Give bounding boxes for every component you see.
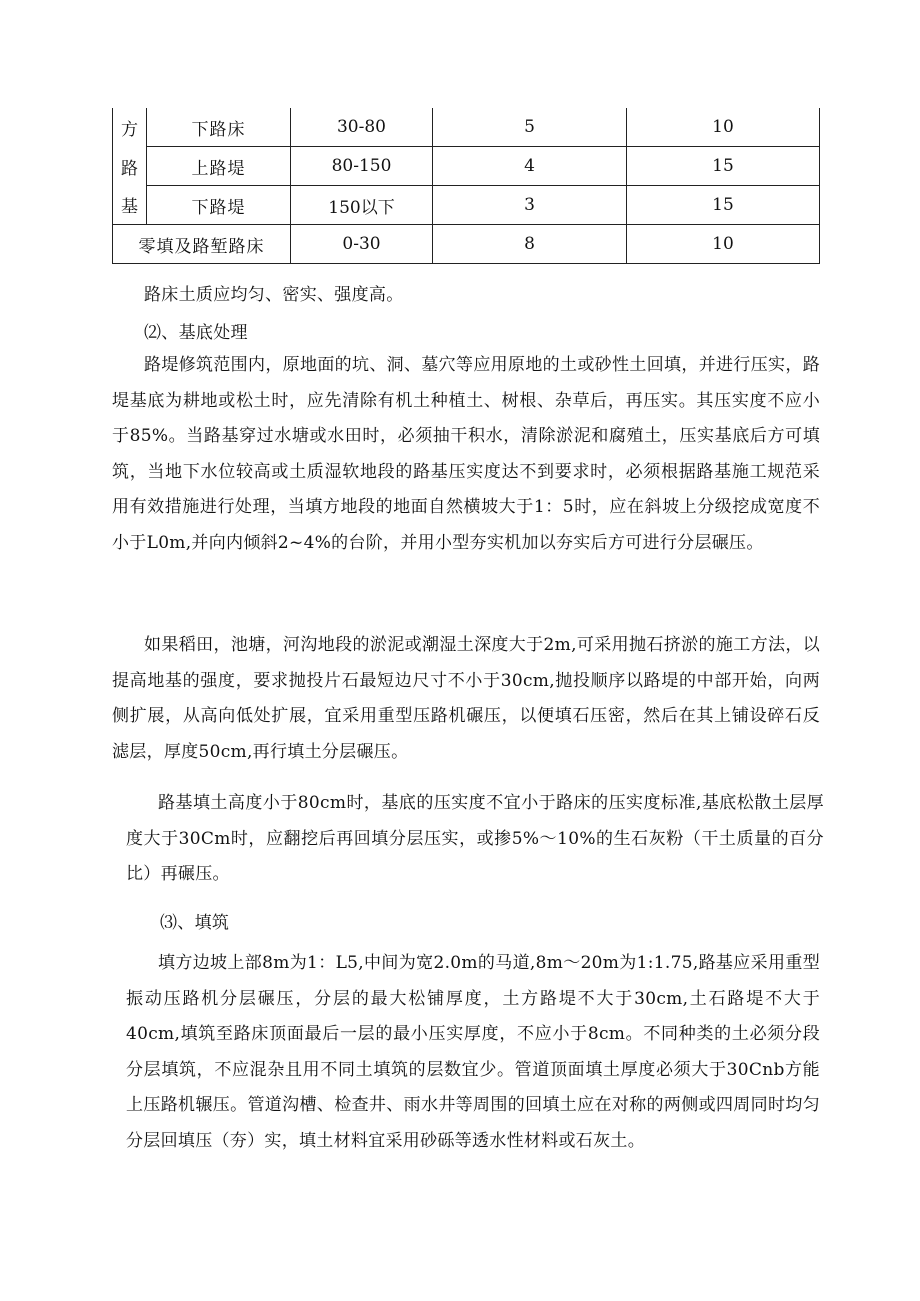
value-cell: 15	[627, 147, 820, 186]
group-cell: 路	[113, 147, 147, 186]
compaction-cell: 3	[433, 186, 627, 225]
text-line: 路床土质应均匀、密实、强度高。	[144, 285, 404, 305]
section-heading: ⑵、基底处理	[144, 323, 248, 343]
section-heading: ⑶、填筑	[160, 913, 230, 933]
depth-cell: 150以下	[291, 186, 433, 225]
layer-cell: 下路床	[147, 108, 291, 147]
depth-cell: 0-30	[291, 225, 433, 264]
group-cell: 方	[113, 108, 147, 147]
layer-cell: 下路堤	[147, 186, 291, 225]
group-cell: 基	[113, 186, 147, 225]
layer-cell: 零填及路堑路床	[113, 225, 291, 264]
table-row	[113, 225, 820, 264]
table-row	[113, 186, 820, 225]
layer-cell: 上路堤	[147, 147, 291, 186]
value-cell: 10	[627, 108, 820, 147]
paragraph: 路堤修筑范围内，原地面的坑、洞、墓穴等应用原地的土或砂性土回填，并进行压实，路堤基底为耕地或松土时，应先清除有机土种植土、树根、杂草后，再压实。其压实度不应小于85%。当路基穿过水塘或水田时，必须抽干积水，清除淤泥和腐殖土，压实基底后方可填筑，当地下水位较高或土质湿软地段的路基压实度达不到要求时，必须根据路基施工规范采用有效措施进行处理，当填方地段的地面自然横坡大于1：5时，应在斜坡上分级挖成宽度不小于L0m,并向内倾斜2~4%的台阶，并用小型夯实机加以夯实后方可进行分层碾压。	[112, 355, 820, 553]
compaction-cell: 8	[433, 225, 627, 264]
paragraph: 路基填土高度小于80cm时，基底的压实度不宜小于路床的压实度标准,基底松散土层厚度大于30Cm时，应翻挖后再回填分层压实，或掺5%～10%的生石灰粉（干土质量的百分比）再碾压。	[126, 793, 824, 884]
compaction-cell: 5	[433, 108, 627, 147]
depth-cell: 30-80	[291, 108, 433, 147]
compaction-cell: 4	[433, 147, 627, 186]
value-cell: 10	[627, 225, 820, 264]
depth-cell: 80-150	[291, 147, 433, 186]
value-cell: 15	[627, 186, 820, 225]
paragraph: 如果稻田，池塘，河沟地段的淤泥或潮湿土深度大于2m,可采用抛石挤淤的施工方法，以提高地基的强度，要求抛投片石最短边尺寸不小于30cm,抛投顺序以路堤的中部开始，向两侧扩展，从高向低处扩展，宜采用重型压路机碾压，以便填石压密，然后在其上铺设碎石反滤层，厚度50cm,再行填土分层碾压。	[112, 635, 820, 762]
compaction-table	[112, 108, 820, 264]
table-row	[113, 147, 820, 186]
table-row	[113, 108, 820, 147]
paragraph: 填方边坡上部8m为1：L5,中间为宽2.0m的马道,8m～20m为1:1.75,路基应采用重型振动压路机分层碾压，分层的最大松铺厚度，土方路堤不大于30cm,土石路堤不大于40cm,填筑至路床顶面最后一层的最小压实厚度，不应小于8cm。不同种类的土必须分段分层填筑，不应混杂且用不同土填筑的层数宜少。管道顶面填土厚度必须大于30Cnb方能上压路机辗压。管道沟槽、检查井、雨水井等周围的回填土应在对称的两侧或四周同时均匀分层回填压（夯）实，填土材料宜采用砂砾等透水性材料或石灰土。	[126, 953, 820, 1151]
